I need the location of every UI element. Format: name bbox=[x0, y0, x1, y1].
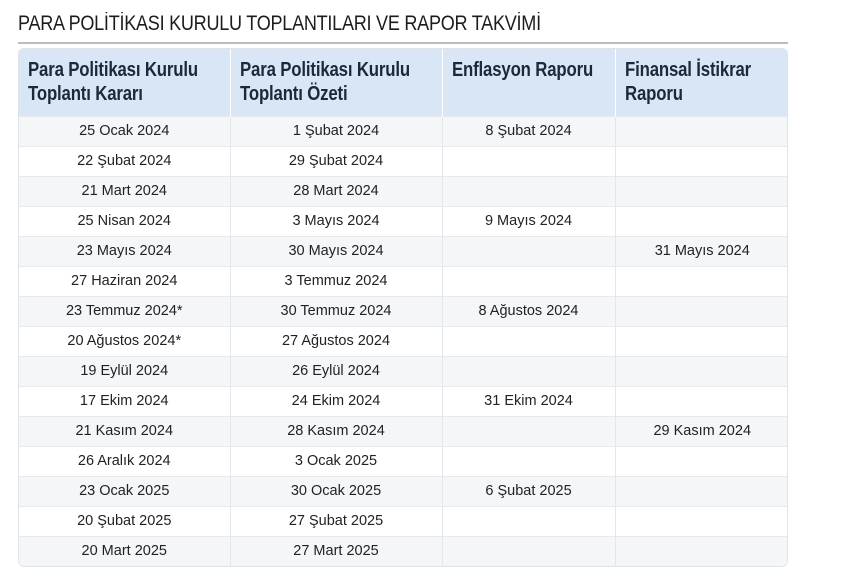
cell-inflation-report: 9 Mayıs 2024 bbox=[442, 206, 615, 236]
cell-ppk-summary: 27 Şubat 2025 bbox=[230, 506, 442, 536]
table-row bbox=[19, 386, 788, 416]
cell-ppk-summary: 28 Mart 2024 bbox=[230, 176, 442, 206]
table-row bbox=[19, 116, 788, 146]
table-row bbox=[19, 536, 788, 566]
cell-financial-stability-report bbox=[615, 296, 788, 326]
table-row bbox=[19, 296, 788, 326]
column-header-ppk-summary bbox=[230, 49, 442, 116]
cell-ppk-decision: 22 Şubat 2024 bbox=[19, 146, 230, 176]
cell-ppk-decision: 20 Ağustos 2024* bbox=[19, 326, 230, 356]
schedule-table bbox=[19, 49, 788, 566]
cell-financial-stability-report bbox=[615, 536, 788, 566]
table-row bbox=[19, 236, 788, 266]
column-header-label: Finansal İstikrar Raporu bbox=[624, 59, 751, 105]
cell-ppk-summary: 27 Mart 2025 bbox=[230, 536, 442, 566]
schedule-table-container bbox=[18, 48, 788, 567]
column-header-inflation-report bbox=[442, 49, 615, 116]
cell-inflation-report bbox=[442, 416, 615, 446]
cell-financial-stability-report bbox=[615, 266, 788, 296]
cell-financial-stability-report: 31 Mayıs 2024 bbox=[615, 236, 788, 266]
cell-ppk-decision: 20 Şubat 2025 bbox=[19, 506, 230, 536]
column-header-label: Para Politikası Kurulu Toplantı Kararı bbox=[28, 59, 198, 105]
cell-ppk-summary: 26 Eylül 2024 bbox=[230, 356, 442, 386]
table-row bbox=[19, 326, 788, 356]
cell-inflation-report bbox=[442, 536, 615, 566]
cell-financial-stability-report bbox=[615, 506, 788, 536]
cell-ppk-summary: 30 Ocak 2025 bbox=[230, 476, 442, 506]
cell-financial-stability-report bbox=[615, 326, 788, 356]
cell-ppk-decision: 19 Eylül 2024 bbox=[19, 356, 230, 386]
cell-financial-stability-report bbox=[615, 446, 788, 476]
cell-financial-stability-report bbox=[615, 386, 788, 416]
cell-ppk-decision: 26 Aralık 2024 bbox=[19, 446, 230, 476]
cell-ppk-decision: 23 Mayıs 2024 bbox=[19, 236, 230, 266]
cell-inflation-report bbox=[442, 266, 615, 296]
cell-ppk-decision: 27 Haziran 2024 bbox=[19, 266, 230, 296]
cell-inflation-report: 8 Şubat 2024 bbox=[442, 116, 615, 146]
table-row bbox=[19, 176, 788, 206]
table-header bbox=[19, 49, 788, 116]
cell-ppk-decision: 23 Ocak 2025 bbox=[19, 476, 230, 506]
table-row bbox=[19, 416, 788, 446]
cell-ppk-decision: 17 Ekim 2024 bbox=[19, 386, 230, 416]
table-body bbox=[19, 116, 788, 566]
column-header-label: Enflasyon Raporu bbox=[451, 59, 593, 81]
cell-ppk-summary: 30 Temmuz 2024 bbox=[230, 296, 442, 326]
cell-financial-stability-report: 29 Kasım 2024 bbox=[615, 416, 788, 446]
cell-financial-stability-report bbox=[615, 146, 788, 176]
cell-inflation-report: 6 Şubat 2025 bbox=[442, 476, 615, 506]
cell-inflation-report bbox=[442, 446, 615, 476]
header-row bbox=[19, 49, 788, 116]
table-row bbox=[19, 146, 788, 176]
cell-financial-stability-report bbox=[615, 356, 788, 386]
cell-ppk-summary: 27 Ağustos 2024 bbox=[230, 326, 442, 356]
cell-financial-stability-report bbox=[615, 176, 788, 206]
cell-ppk-decision: 25 Nisan 2024 bbox=[19, 206, 230, 236]
table-row bbox=[19, 356, 788, 386]
cell-inflation-report bbox=[442, 146, 615, 176]
cell-inflation-report bbox=[442, 356, 615, 386]
cell-ppk-decision: 20 Mart 2025 bbox=[19, 536, 230, 566]
cell-ppk-summary: 3 Temmuz 2024 bbox=[230, 266, 442, 296]
cell-financial-stability-report bbox=[615, 116, 788, 146]
cell-ppk-summary: 28 Kasım 2024 bbox=[230, 416, 442, 446]
cell-ppk-summary: 1 Şubat 2024 bbox=[230, 116, 442, 146]
cell-ppk-decision: 21 Kasım 2024 bbox=[19, 416, 230, 446]
cell-ppk-summary: 29 Şubat 2024 bbox=[230, 146, 442, 176]
column-header-financial-stability-report bbox=[615, 49, 788, 116]
table-row bbox=[19, 446, 788, 476]
cell-ppk-decision: 21 Mart 2024 bbox=[19, 176, 230, 206]
column-header-ppk-decision bbox=[19, 49, 230, 116]
cell-ppk-decision: 25 Ocak 2024 bbox=[19, 116, 230, 146]
cell-ppk-summary: 3 Ocak 2025 bbox=[230, 446, 442, 476]
cell-financial-stability-report bbox=[615, 476, 788, 506]
title-divider bbox=[18, 42, 788, 44]
cell-inflation-report bbox=[442, 236, 615, 266]
table-row bbox=[19, 266, 788, 296]
cell-inflation-report bbox=[442, 176, 615, 206]
column-header-label: Para Politikası Kurulu Toplantı Özeti bbox=[239, 59, 410, 105]
cell-ppk-summary: 3 Mayıs 2024 bbox=[230, 206, 442, 236]
page-title: PARA POLİTİKASI KURULU TOPLANTILARI VE RAPOR TAKVİMİ bbox=[18, 12, 541, 35]
cell-ppk-summary: 24 Ekim 2024 bbox=[230, 386, 442, 416]
table-row bbox=[19, 206, 788, 236]
cell-ppk-summary: 30 Mayıs 2024 bbox=[230, 236, 442, 266]
table-row bbox=[19, 476, 788, 506]
cell-inflation-report: 8 Ağustos 2024 bbox=[442, 296, 615, 326]
cell-inflation-report bbox=[442, 326, 615, 356]
cell-inflation-report: 31 Ekim 2024 bbox=[442, 386, 615, 416]
cell-financial-stability-report bbox=[615, 206, 788, 236]
table-row bbox=[19, 506, 788, 536]
cell-inflation-report bbox=[442, 506, 615, 536]
cell-ppk-decision: 23 Temmuz 2024* bbox=[19, 296, 230, 326]
